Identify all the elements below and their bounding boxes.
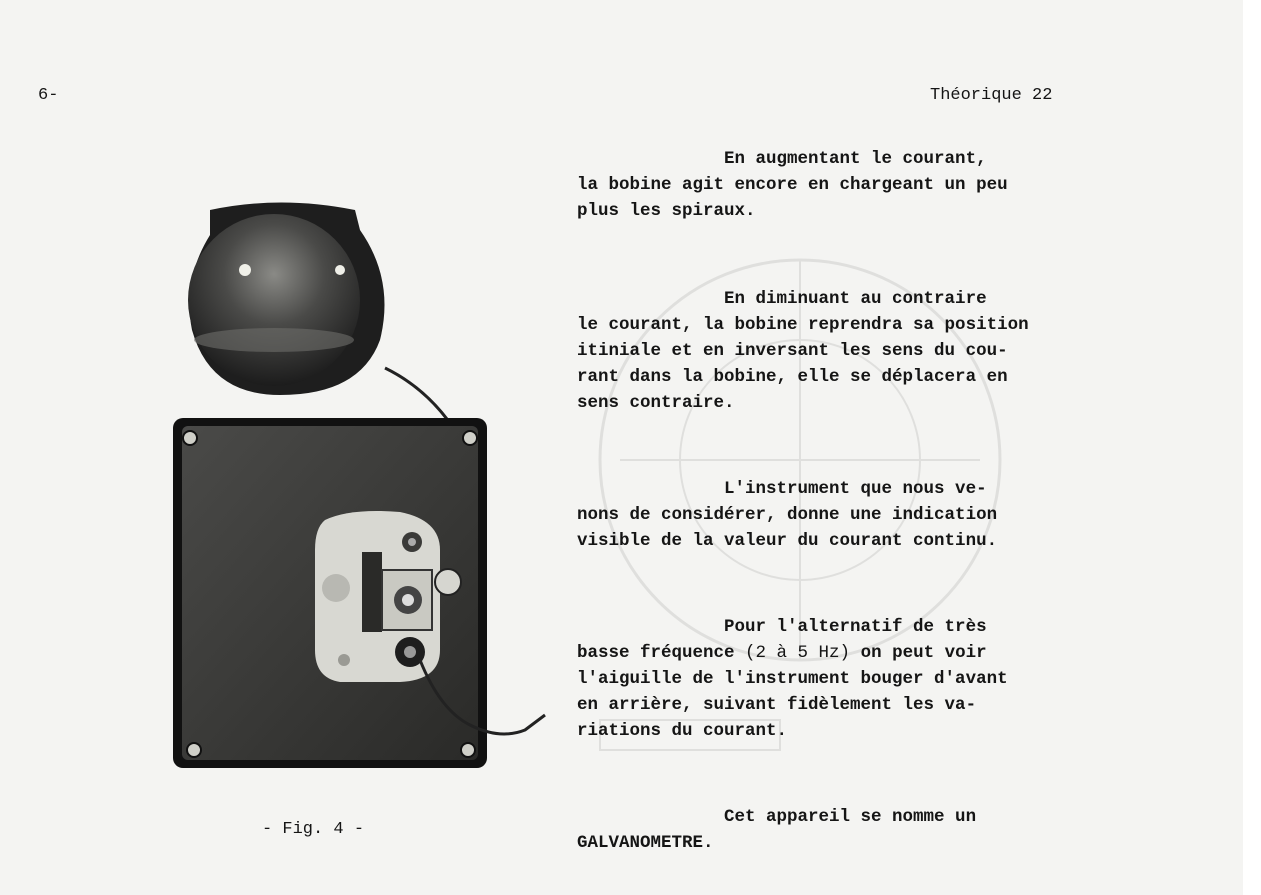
text-line: rant dans la bobine, elle se déplacera en: [577, 367, 1008, 387]
text-line: itiniale et en inversant les sens du cou-: [577, 341, 1008, 361]
page-edge: [1243, 0, 1261, 895]
galvanometer-photo: [140, 190, 560, 790]
running-title: Théorique 22: [930, 86, 1053, 105]
text-line: plus les spiraux.: [577, 201, 756, 221]
text-line: la bobine agit encore en chargeant un peu: [577, 175, 1008, 195]
paragraph-decrease-current: [577, 286, 1137, 416]
page-number: 6-: [38, 86, 59, 105]
paragraph-direct-current-indication: [577, 476, 1137, 554]
figure-caption: - Fig. 4 -: [262, 820, 365, 839]
text-line: visible de la valeur du courant continu.: [577, 531, 998, 551]
paragraph-galvanometer-name: [577, 804, 1137, 856]
text-line: on peut voir: [850, 643, 987, 663]
text-line: l'aiguille de l'instrument bouger d'avant: [577, 669, 1008, 689]
text-line: L'instrument que nous ve-: [577, 479, 987, 499]
text-line: le courant, la bobine reprendra sa position: [577, 315, 1029, 335]
text-line: basse fréquence: [577, 643, 746, 663]
text-line: Cet appareil se nomme un: [577, 807, 977, 827]
paragraph-low-frequency-ac: [577, 614, 1137, 744]
text-line: sens contraire.: [577, 393, 735, 413]
text-line: nons de considérer, donne une indication: [577, 505, 998, 525]
text-line: Pour l'alternatif de très: [577, 617, 987, 637]
paragraph-increase-current: [577, 146, 1137, 224]
text-line: en arrière, suivant fidèlement les va-: [577, 695, 977, 715]
text-line: riations du courant.: [577, 721, 788, 741]
text-line: GALVANOMETRE.: [577, 833, 714, 853]
text-line: En augmentant le courant,: [577, 149, 987, 169]
text-line: En diminuant au contraire: [577, 289, 987, 309]
frequency-range: (2 à 5 Hz): [745, 643, 851, 663]
